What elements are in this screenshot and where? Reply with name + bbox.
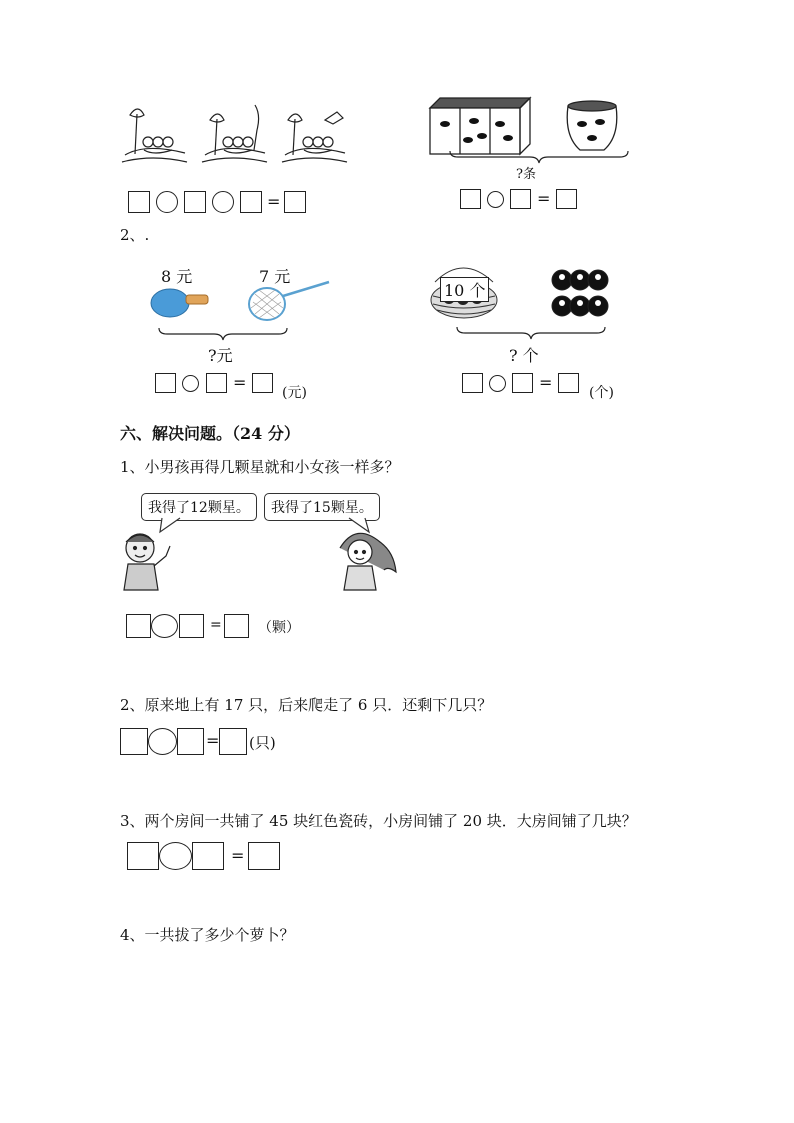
operator-circle[interactable]: [156, 191, 178, 213]
equals-sign: =: [537, 189, 551, 208]
answer-box[interactable]: [177, 728, 204, 755]
question-label: ? 个: [509, 346, 539, 365]
answer-box[interactable]: [224, 614, 249, 638]
answer-box[interactable]: [219, 728, 247, 755]
equals-sign: =: [231, 846, 245, 865]
price-label: 8 元: [161, 267, 193, 286]
answer-box[interactable]: [179, 614, 204, 638]
operator-circle[interactable]: [182, 375, 199, 392]
boy-illustration: [118, 530, 178, 596]
ping-pong-paddle-icon: [150, 285, 210, 321]
operator-circle[interactable]: [151, 614, 178, 638]
question-text: 2、原来地上有 17 只，后来爬走了 6 只．还剩下几只？: [120, 696, 493, 714]
question-text: 4、一共拔了多少个萝卜？: [120, 926, 295, 944]
equals-sign: =: [210, 617, 222, 633]
operator-circle[interactable]: [487, 191, 504, 208]
unit-label: (个): [589, 385, 614, 401]
answer-box[interactable]: [184, 191, 206, 213]
answer-box[interactable]: [284, 191, 306, 213]
answer-box[interactable]: [460, 189, 481, 209]
unit-label: （颗）: [258, 620, 300, 636]
equals-sign: =: [267, 192, 281, 211]
equals-sign: =: [233, 373, 247, 392]
answer-box[interactable]: [558, 373, 579, 393]
operator-circle[interactable]: [489, 375, 506, 392]
price-label: 7 元: [259, 267, 291, 286]
answer-box[interactable]: [120, 728, 148, 755]
badminton-racket-icon: [247, 278, 337, 324]
question-text: 3、两个房间一共铺了 45 块红色瓷砖，小房间铺了 20 块．大房间铺了几块？: [120, 812, 637, 830]
unit-label: (只): [249, 734, 276, 752]
operator-circle[interactable]: [159, 842, 192, 870]
section-heading: 六、解决问题。（24 分）: [120, 424, 300, 443]
question-label: ?元: [208, 346, 233, 365]
operator-circle[interactable]: [148, 728, 177, 755]
answer-box[interactable]: [155, 373, 176, 393]
girl-illustration: [330, 528, 402, 594]
operator-circle[interactable]: [212, 191, 234, 213]
speech-bubble-boy: 我得了12颗星。: [141, 493, 257, 521]
answer-box[interactable]: [556, 189, 577, 209]
question-text: 1、小男孩再得几颗星就和小女孩一样多？: [120, 458, 400, 476]
answer-box[interactable]: [206, 373, 227, 393]
speech-bubble-girl: 我得了15颗星。: [264, 493, 380, 521]
question-label: ?条: [516, 167, 536, 182]
equals-sign: =: [206, 731, 220, 750]
fish-box-illustration: [428, 96, 538, 156]
brace: [456, 326, 606, 340]
unit-label: (元): [282, 385, 307, 401]
answer-box[interactable]: [192, 842, 224, 870]
answer-box[interactable]: [248, 842, 280, 870]
answer-box[interactable]: [462, 373, 483, 393]
equals-sign: =: [539, 373, 553, 392]
ducks-illustration: [120, 100, 360, 170]
basket-label: 10 个: [440, 277, 489, 302]
item-label: 2、.: [120, 226, 150, 244]
oranges-icon: [548, 268, 612, 322]
brace: [158, 327, 288, 341]
answer-box[interactable]: [510, 189, 531, 209]
brace: [449, 150, 629, 164]
answer-box[interactable]: [252, 373, 273, 393]
answer-box[interactable]: [128, 191, 150, 213]
answer-box[interactable]: [126, 614, 151, 638]
fish-bowl-illustration: [564, 98, 620, 154]
answer-box[interactable]: [127, 842, 159, 870]
answer-box[interactable]: [512, 373, 533, 393]
answer-box[interactable]: [240, 191, 262, 213]
